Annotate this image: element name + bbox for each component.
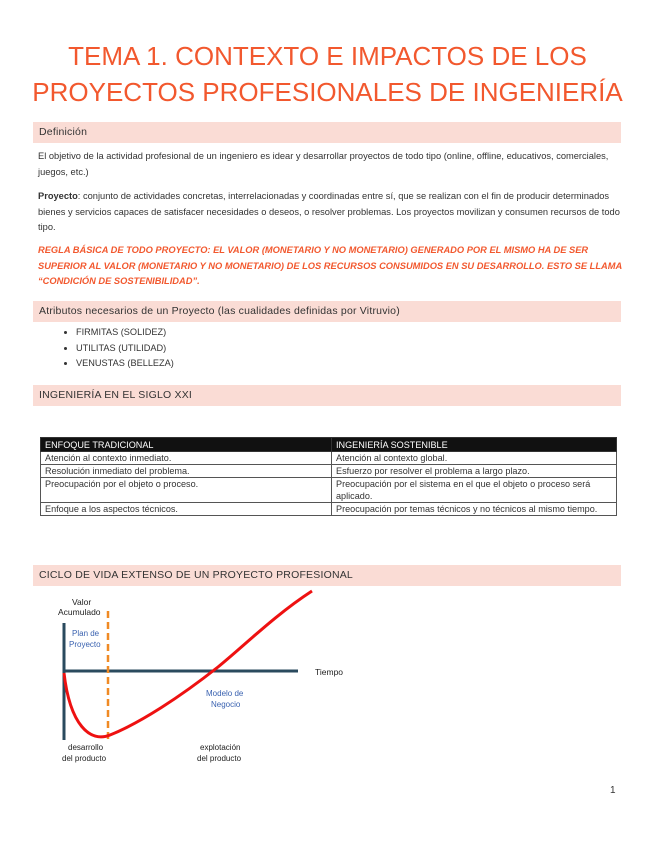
table-cell: Atención al contexto inmediato.: [41, 452, 332, 465]
table-cell: Resolución inmediato del problema.: [41, 465, 332, 478]
plan-label-2: Proyecto: [69, 640, 101, 649]
life-cycle-diagram: [40, 585, 360, 770]
column-header: INGENIERÍA SOSTENIBLE: [332, 438, 617, 452]
table-cell: Preocupación por el sistema en el que el objeto o proceso será aplicado.: [332, 478, 617, 503]
table-cell: Enfoque a los aspectos técnicos.: [41, 503, 332, 516]
modelo-label-1: Modelo de: [206, 689, 244, 698]
table-header-row: [41, 438, 617, 452]
value-curve: [64, 591, 312, 737]
section-header-atributos: Atributos necesarios de un Proyecto (las cualidades definidas por Vitruvio): [33, 301, 621, 322]
proyecto-term: Proyecto: [38, 191, 78, 201]
desarrollo-label-2: del producto: [62, 754, 107, 763]
y-axis-label-1: Valor: [72, 597, 92, 607]
paragraph-objetivo: El objetivo de la actividad profesional de un ingeniero es idear y desarrollar proyectos de todo tipo (online, offline, educativos, comerciales, juegos, etc.): [38, 151, 609, 177]
section-header-ciclo: CICLO DE VIDA EXTENSO DE UN PROYECTO PROFESIONAL: [33, 565, 621, 586]
table-cell: Preocupación por temas técnicos y no técnicos al mismo tiempo.: [332, 503, 617, 516]
comparison-table: [40, 437, 617, 516]
list-item: • UTILITAS (UTILIDAD): [76, 341, 174, 357]
explotacion-label-2: del producto: [197, 754, 242, 763]
paragraph-proyecto: [38, 189, 623, 236]
desarrollo-label-1: desarrollo: [68, 743, 104, 752]
x-axis-label: Tiempo: [315, 667, 344, 677]
table-row: [41, 503, 617, 516]
table-cell: Preocupación por el objeto o proceso.: [41, 478, 332, 503]
page-number: 1: [610, 785, 616, 796]
regla-basica: REGLA BÁSICA DE TODO PROYECTO: EL VALOR (MONETARIO Y NO MONETARIO) GENERADO POR EL MISMO HA DE SER SUPERIOR AL VALOR (MONETARIO Y NO MONETARIO) DE LOS RECURSOS CONSUMIDOS EN SU DESARROLLO. ESTO SE LLAMA “CONDICIÓN DE SOSTENIBILIDAD”.: [38, 245, 622, 286]
plan-label-1: Plan de: [72, 629, 100, 638]
section-header-ingenieria: INGENIERÍA EN EL SIGLO XXI: [33, 385, 621, 406]
page-title: [0, 38, 655, 110]
table-cell: Atención al contexto global.: [332, 452, 617, 465]
table-row: [41, 452, 617, 465]
table-row: [41, 478, 617, 503]
modelo-label-2: Negocio: [211, 700, 241, 709]
attributes-list: [40, 325, 174, 372]
explotacion-label-1: explotación: [200, 743, 241, 752]
y-axis-label-2: Acumulado: [58, 607, 101, 617]
section-header-definicion: Definición: [33, 122, 621, 143]
proyecto-definition: : conjunto de actividades concretas, interrelacionadas y coordinadas entre sí, que se realizan con el fin de producir determinados bienes y servicios capaces de satisfacer necesidades o deseos, o resolver problemas. Los proyectos movilizan y consumen recursos de todo tipo.: [38, 191, 620, 232]
column-header: ENFOQUE TRADICIONAL: [41, 438, 332, 452]
title-line-1: TEMA 1. CONTEXTO E IMPACTOS DE LOS: [68, 41, 587, 71]
list-item: • FIRMITAS (SOLIDEZ): [76, 325, 174, 341]
title-line-2: PROYECTOS PROFESIONALES DE INGENIERÍA: [32, 77, 623, 107]
list-item: • VENUSTAS (BELLEZA): [76, 356, 174, 372]
table-cell: Esfuerzo por resolver el problema a largo plazo.: [332, 465, 617, 478]
table-row: [41, 465, 617, 478]
